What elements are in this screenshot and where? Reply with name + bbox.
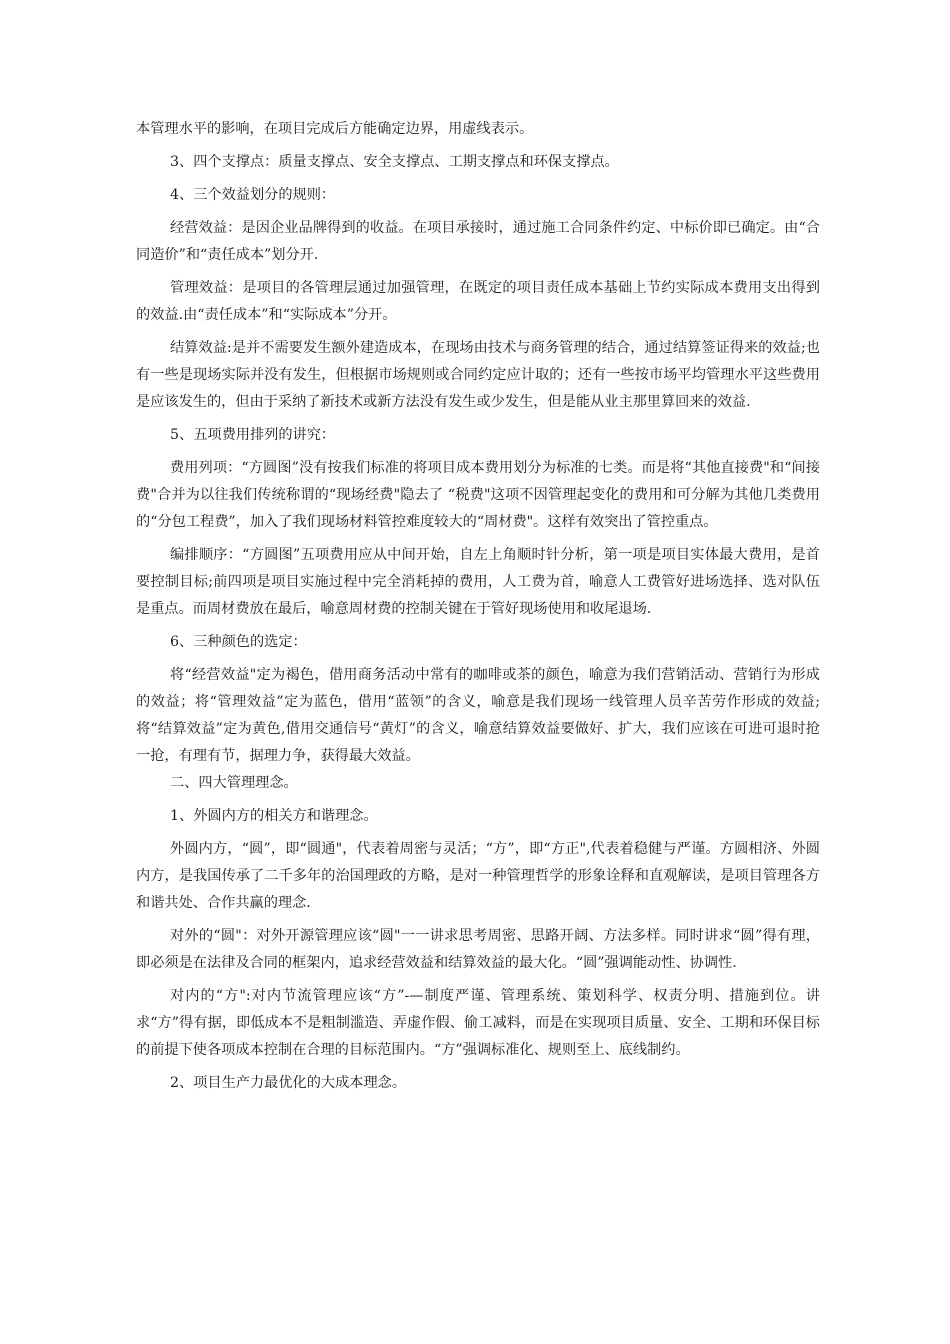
paragraph-colors: 将“经营效益"定为褐色，借用商务活动中常有的咖啡或茶的颜色，喻意为我们营销活动、营销行为形成的效益；将“管理效益”定为蓝色，借用“蓝领”的含义，喻意是我们现场一线管理人员辛苦劳作形成的效益;将“结算效益”定为黄色,借用交通信号“黄灯”的含义，喻意结算效益要做好、扩大，我们应该在可进可退时抢一抢，有理有节，据理力争，获得最大效益。 [136,667,820,764]
paragraph-operating-benefit: 经营效益：是因企业品牌得到的收益。在项目承接时，通过施工合同条件约定、中标价即已确定。由“合同造价”和“责任成本”划分开. [136,220,820,263]
paragraph-management-benefit: 管理效益：是项目的各管理层通过加强管理，在既定的项目责任成本基础上节约实际成本费用支出得到的效益.由“责任成本”和“实际成本”分开。 [136,280,820,323]
document-page [136,116,820,1097]
paragraph-continuation: 本管理水平的影响，在项目完成后方能确定边界，用虚线表示。 [136,121,534,137]
heading-four-support-points: 3、四个支撑点：质量支撑点、安全支撑点、工期支撑点和环保支撑点。 [170,154,619,170]
paragraph-internal-square: 对内的“方":对内节流管理应该“方”-—制度严谨、管理系统、策划科学、权责分明、措施到位。讲求“方”得有据，即低成本不是粗制滥造、弄虚作假、偷工减料，而是在实现项目质量、安全、工期和环保目标的前提下使各项成本控制在合理的目标范围内。“方”强调标准化、规则至上、底线制约。 [136,988,820,1058]
heading-four-concepts: 二、四大管理理念。 [170,775,298,791]
paragraph-cost-items: 费用列项：“方圆图”没有按我们标准的将项目成本费用划分为标准的七类。而是将“其他直接费"和“间接费"合并为以往我们传统称谓的“现场经费"隐去了 “税费"这项不因管理起变化的费用和可分解为其他几类费用的“分包工程费”，加入了我们现场材料管控难度较大的“周材费"。这样有效突出了管控重点。 [136,460,820,530]
paragraph-outer-round-inner-square: 外圆内方，“圆”，即“圆通"，代表着周密与灵活；“方”，即“方正",代表着稳健与严谨。方圆相济、外圆内方，是我国传承了二千多年的治国理政的方略，是对一种管理哲学的形象诠释和直观解读，是项目管理各方和谐共处、合作共赢的理念. [136,841,820,911]
paragraph-external-round: 对外的“圆"：对外开源管理应该“圆"一一讲求思考周密、思路开阔、方法多样。同时讲求“圆”得有理，即必须是在法律及合同的框架内，追求经营效益和结算效益的最大化。“圆”强调能动性、协调性. [136,928,820,971]
heading-five-cost-items: 5、五项费用排列的讲究： [170,427,336,443]
heading-outer-round-inner-square: 1、外圆内方的相关方和谐理念。 [170,808,378,824]
heading-productivity-cost-concept: 2、项目生产力最优化的大成本理念。 [170,1075,407,1091]
heading-three-colors: 6、三种颜色的选定： [170,634,307,650]
paragraph-ordering: 编排顺序：“方圆图”五项费用应从中间开始，自左上角顺时针分析，第一项是项目实体最大费用，是首要控制目标;前四项是项目实施过程中完全消耗掉的费用，人工费为首，喻意人工费管好进场选择、选对队伍是重点。而周材费放在最后，喻意周材费的控制关键在于管好现场使用和收尾退场. [136,547,820,617]
heading-three-benefit-rules: 4、三个效益划分的规则： [170,187,336,203]
paragraph-settlement-benefit: 结算效益:是并不需要发生额外建造成本，在现场由技术与商务管理的结合，通过结算签证得来的效益;也有一些是现场实际并没有发生，但根据市场规则或合同约定应计取的；还有一些按市场平均管理水平这些费用是应该发生的，但由于采纳了新技术或新方法没有发生或少发生，但是能从业主那里算回来的效益. [136,340,820,410]
